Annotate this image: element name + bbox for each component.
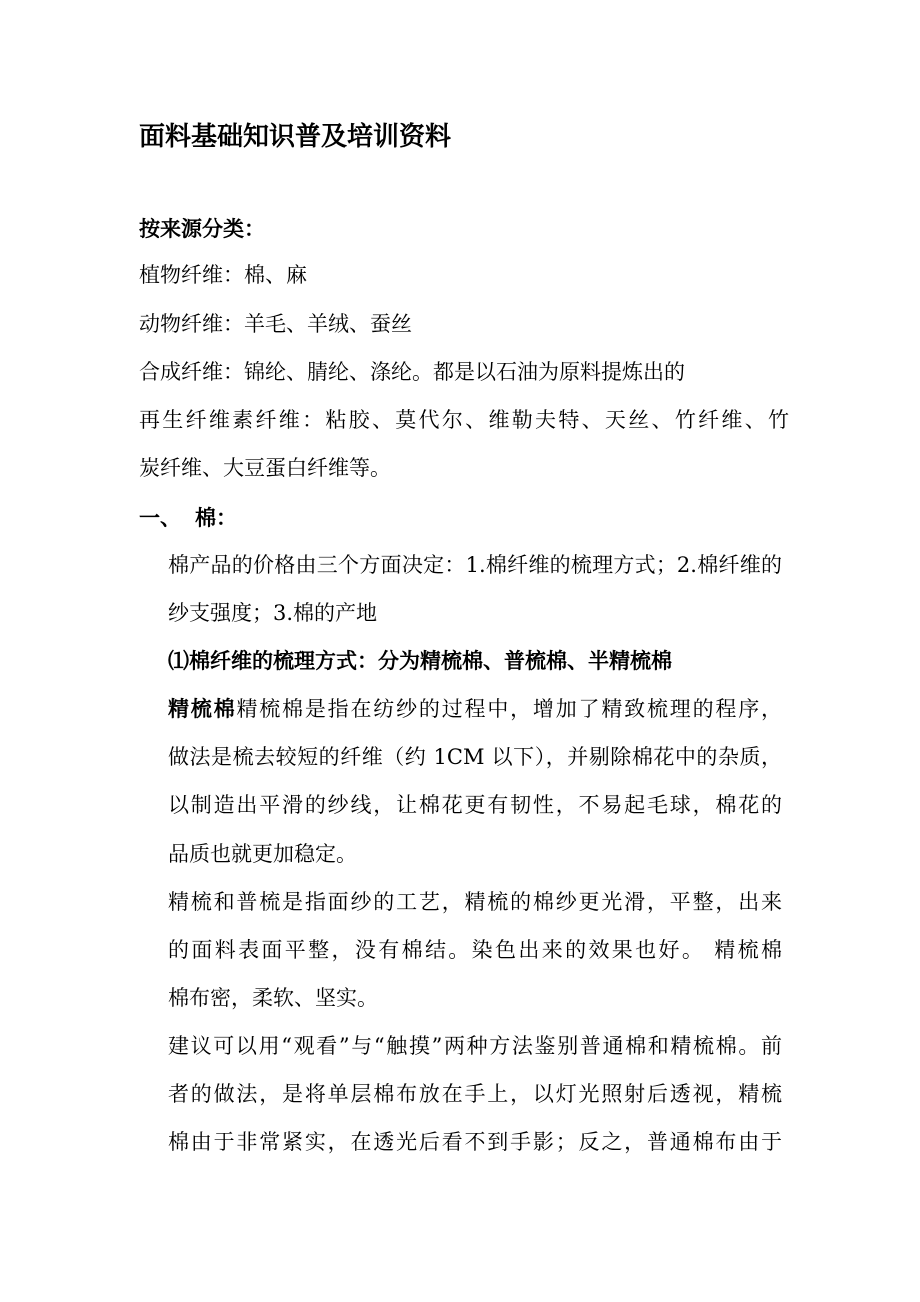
process-line-2: 的面料表面平整，没有棉结。染色出来的效果也好。 精梳棉: [168, 938, 782, 962]
section-number: 一、: [139, 505, 181, 530]
combed-cotton-line-4: 品质也就更加稳定。: [168, 842, 357, 866]
source-heading: 按来源分类：: [139, 216, 265, 241]
combed-cotton-term: 精梳棉: [168, 696, 237, 721]
combed-cotton-line-1: [168, 694, 782, 724]
source-line-plant: 植物纤维：棉、麻: [139, 263, 307, 287]
combed-cotton-def: 精梳棉是指在纺纱的过程中，增加了精致梳理的程序，: [236, 697, 783, 721]
process-line-3: 棉布密，柔软、坚实。: [168, 986, 378, 1010]
identify-line-3: 棉由于非常紧实，在透光后看不到手影；反之，普通棉布由于: [168, 1130, 782, 1154]
combed-cotton-line-2: 做法是梳去较短的纤维（约 1CM 以下），并剔除棉花中的杂质，: [168, 745, 782, 769]
section-heading-cotton: [139, 503, 789, 533]
source-line-animal: 动物纤维：羊毛、羊绒、蚕丝: [139, 312, 412, 336]
section-title: 棉：: [195, 505, 237, 530]
cotton-intro-line-1: 棉产品的价格由三个方面决定：1.棉纤维的梳理方式；2.棉纤维的: [168, 553, 782, 577]
source-line-regenerated-cont: 炭纤维、大豆蛋白纤维等。: [139, 456, 391, 480]
cotton-intro-line-2: 纱支强度；3.棉的产地: [168, 601, 378, 625]
combing-method-heading: ⑴棉纤维的梳理方式：分为精梳棉、普梳棉、半精梳棉: [168, 648, 672, 673]
combed-cotton-line-3: 以制造出平滑的纱线，让棉花更有韧性，不易起毛球，棉花的: [168, 793, 782, 817]
source-line-regenerated: 再生纤维素纤维：粘胶、莫代尔、维勒夫特、天丝、竹纤维、竹: [139, 408, 789, 432]
source-line-synthetic: 合成纤维：锦纶、腈纶、涤纶。都是以石油为原料提炼出的: [139, 360, 685, 384]
identify-line-1: 建议可以用“观看”与“触摸”两种方法鉴别普通棉和精梳棉。前: [168, 1034, 782, 1058]
process-line-1: 精梳和普梳是指面纱的工艺，精梳的棉纱更光滑，平整，出来: [168, 890, 782, 914]
identify-line-2: 者的做法，是将单层棉布放在手上，以灯光照射后透视，精梳: [168, 1082, 782, 1106]
document-title: 面料基础知识普及培训资料: [139, 122, 452, 152]
